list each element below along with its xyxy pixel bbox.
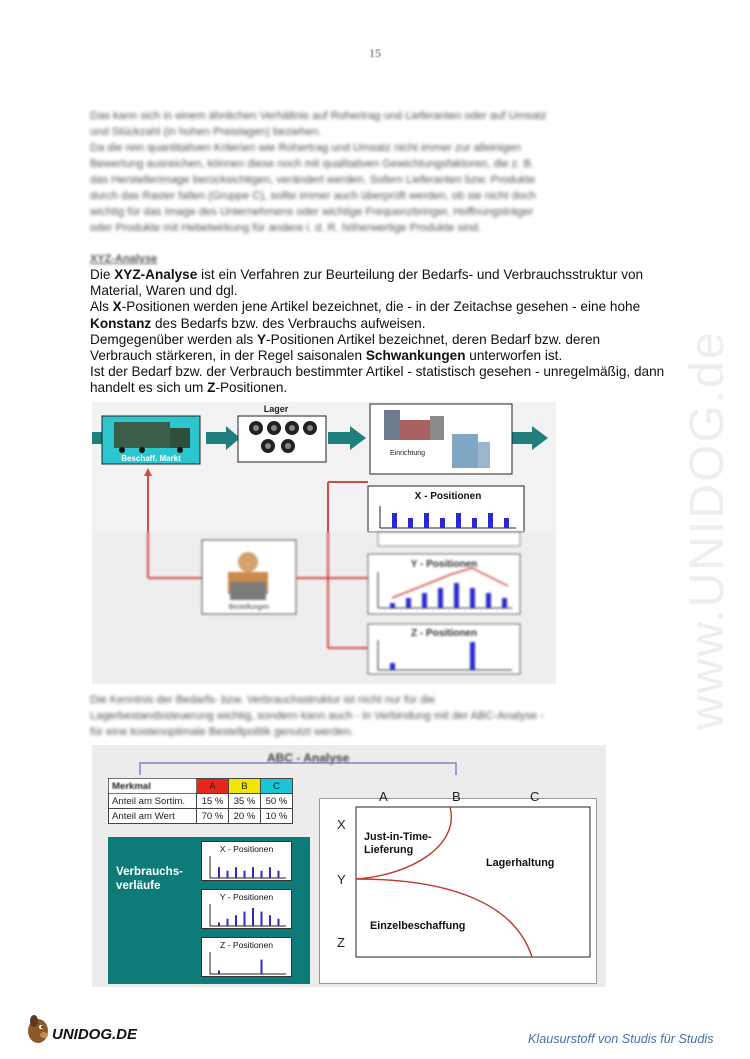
matrix-col-b: B: [452, 789, 461, 804]
x-positionen-label: X - Positionen: [414, 491, 482, 502]
table-cell: 10 %: [261, 809, 293, 824]
mini-axis: [210, 952, 286, 974]
mini-axis: [210, 904, 286, 926]
text-line: Bewertung ausreichen, können diese noch mit qualitativen Gewichtungsfaktoren, die z. B.: [90, 158, 535, 170]
table-row: [109, 794, 293, 809]
text-line: für eine kostenoptimale Bestellpolitik genutzt werden.: [90, 726, 354, 738]
mini-chart-x: [201, 841, 292, 881]
mini-bar: [269, 867, 271, 878]
mini-chart-z: [201, 937, 292, 977]
mini-chart-title: Y - Positionen: [219, 892, 274, 902]
chart-bar: [488, 513, 493, 528]
abc-analyse-diagram: [92, 745, 606, 987]
matrix-row-y: Y: [337, 872, 346, 887]
table-header-cell: Merkmal: [109, 779, 197, 794]
region-lagerhaltung: Lagerhaltung: [486, 857, 555, 869]
matrix-col-c: C: [530, 789, 540, 804]
mini-bar: [252, 867, 254, 878]
mini-bar: [269, 915, 271, 926]
mini-chart-title: X - Positionen: [219, 844, 274, 854]
z-positionen-label: Z - Positionen: [410, 628, 478, 639]
chart-bar: [470, 588, 475, 608]
xyz-flow-diagram: [92, 402, 556, 684]
chart-bar: [408, 518, 413, 528]
chart-bar: [390, 603, 395, 608]
mini-chart-y: [201, 889, 292, 929]
bestellungen-label: Bestellungen: [228, 604, 270, 611]
chart-bar: [390, 663, 395, 670]
region-just-in-time: Just-in-Time- Lieferung: [364, 831, 432, 856]
table-header-cell-c: C: [261, 779, 293, 794]
blurred-mid-paragraph: [90, 692, 665, 740]
body-text: [90, 267, 665, 397]
verbrauch-label: Verbrauchs- verläufe: [116, 865, 184, 892]
mini-bar: [218, 867, 220, 878]
mini-chart-z-svg: [202, 938, 293, 978]
einrichtung-label: Einrichtung: [390, 450, 426, 457]
matrix-col-a: A: [379, 789, 388, 804]
mini-bar: [218, 922, 220, 926]
chart-bar: [472, 518, 477, 528]
lager-label: Lager: [263, 404, 289, 414]
mini-axis: [210, 856, 286, 878]
chart-bar: [486, 593, 491, 608]
mini-bar: [244, 912, 246, 926]
table-cell: Anteil am Sortim.: [109, 794, 197, 809]
flow-arrow: [328, 426, 366, 450]
matrix-row-x: X: [337, 817, 346, 832]
chart-bar: [438, 588, 443, 608]
text-line: wichtig für das Image des Unternehmens oder wichtige Frequenzbringer, Hoffnungsträger: [90, 206, 534, 218]
text-line: Da die rein quantitativen Kriterien wie Rohertrag und Umsatz nicht immer zur alleinigen: [90, 142, 521, 154]
table-cell: Anteil am Wert: [109, 809, 197, 824]
mini-bar: [278, 919, 280, 926]
paragraph-4: Ist der Bedarf bzw. der Verbrauch bestimmter Artikel - statistisch gesehen - unregelmäßig, dann handelt es sich um Z-Positionen.: [90, 364, 665, 396]
text-line: oder Produkte mit Hebelwirkung für andere i. d. R. höherwertige Produkte sind.: [90, 222, 482, 234]
table-cell: 35 %: [229, 794, 261, 809]
chart-bar: [440, 518, 445, 528]
chart-bar: [456, 513, 461, 528]
mini-bar: [252, 908, 254, 926]
abc-table: [108, 778, 293, 824]
text-line: Das kann sich in einem ähnlichen Verhältnis auf Rohertrag und Lieferanten oder auf Umsatz: [90, 110, 547, 122]
matrix-row-z: Z: [337, 935, 345, 950]
svg-text:UNIDOG.DE: UNIDOG.DE: [52, 1026, 138, 1043]
table-cell: 20 %: [229, 809, 261, 824]
chart-bar: [406, 598, 411, 608]
mini-bar: [235, 867, 237, 878]
mini-chart-y-svg: [202, 890, 293, 930]
mini-bar: [235, 915, 237, 926]
table-cell: 50 %: [261, 794, 293, 809]
table-cell: 70 %: [197, 809, 229, 824]
table-row: [109, 809, 293, 824]
mini-bar: [227, 919, 229, 926]
blurred-top-paragraph: [90, 108, 660, 236]
abc-xyz-matrix: [319, 798, 597, 984]
mini-bar: [261, 960, 263, 974]
table-header-cell-b: B: [229, 779, 261, 794]
mini-chart-x-svg: [202, 842, 293, 882]
mini-bar: [227, 871, 229, 878]
xyz-flow-svg: [92, 402, 556, 684]
text-line: und Stückzahl (in hohen Preislagen) beziehen.: [90, 126, 322, 138]
table-header-cell-a: A: [197, 779, 229, 794]
blurred-diagram-zone: [92, 532, 556, 684]
paragraph-1: Die XYZ-Analyse ist ein Verfahren zur Beurteilung der Bedarfs- und Verbrauchsstruktur von Material, Waren und dgl.: [90, 267, 644, 299]
chart-bar: [470, 642, 475, 670]
chart-bar: [424, 513, 429, 528]
paragraph-2: Als X-Positionen werden jene Artikel bezeichnet, die - in der Zeitachse gesehen - eine hohe Konstanz des Bedarfs bzw. des Verbrauchs aufweisen.: [90, 299, 641, 331]
paragraph-3: Demgegenüber werden als Y-Positionen Artikel bezeichnet, deren Bedarf bzw. deren Verbrauch stärkeren, in der Regel saisonalen Schwankungen unterworfen ist.: [90, 331, 601, 364]
markt-label: Beschaff. Markt: [121, 454, 181, 463]
section-heading: XYZ-Analyse: [90, 253, 158, 265]
mini-bar: [261, 871, 263, 878]
flow-arrow: [206, 426, 240, 450]
mini-bar: [218, 970, 220, 974]
abc-title: ABC - Analyse: [267, 751, 350, 765]
watermark: www.UNIDOG.de: [681, 330, 734, 730]
table-cell: 15 %: [197, 794, 229, 809]
mini-bar: [244, 871, 246, 878]
table-header-row: [109, 779, 293, 794]
text-line: das Herstellerimage berücksichtigen, verändert werden. Sofern Lieferanten bzw. Produkte: [90, 174, 536, 186]
unidog-logo: [24, 1013, 154, 1047]
region-einzelbeschaffung: Einzelbeschaffung: [370, 920, 466, 932]
chart-bar: [504, 518, 509, 528]
text-line: durch das Raster fallen (Gruppe C), sollte immer auch überprüft werden, ob sie nicht doch: [90, 190, 536, 202]
flow-arrow: [512, 426, 548, 450]
chart-bar: [422, 593, 427, 608]
text-line: Die Kenntnis der Bedarfs- bzw. Verbrauchsstruktur ist nicht nur für die: [90, 694, 436, 706]
mini-bar: [278, 871, 280, 878]
chart-bar: [392, 513, 397, 528]
chart-bar: [502, 598, 507, 608]
chart-bar: [454, 583, 459, 608]
mini-chart-title: Z - Positionen: [219, 940, 274, 950]
y-positionen-label: Y - Positionen: [410, 559, 478, 570]
text-line: Lagerbestandssteuerung wichtig, sondern kann auch - in Verbindung mit der ABC-Analyse -: [90, 710, 544, 722]
footer-tagline: Klausurstoff von Studis für Studis: [528, 1032, 714, 1046]
mini-bar: [261, 912, 263, 926]
page-number: 15: [369, 46, 381, 60]
